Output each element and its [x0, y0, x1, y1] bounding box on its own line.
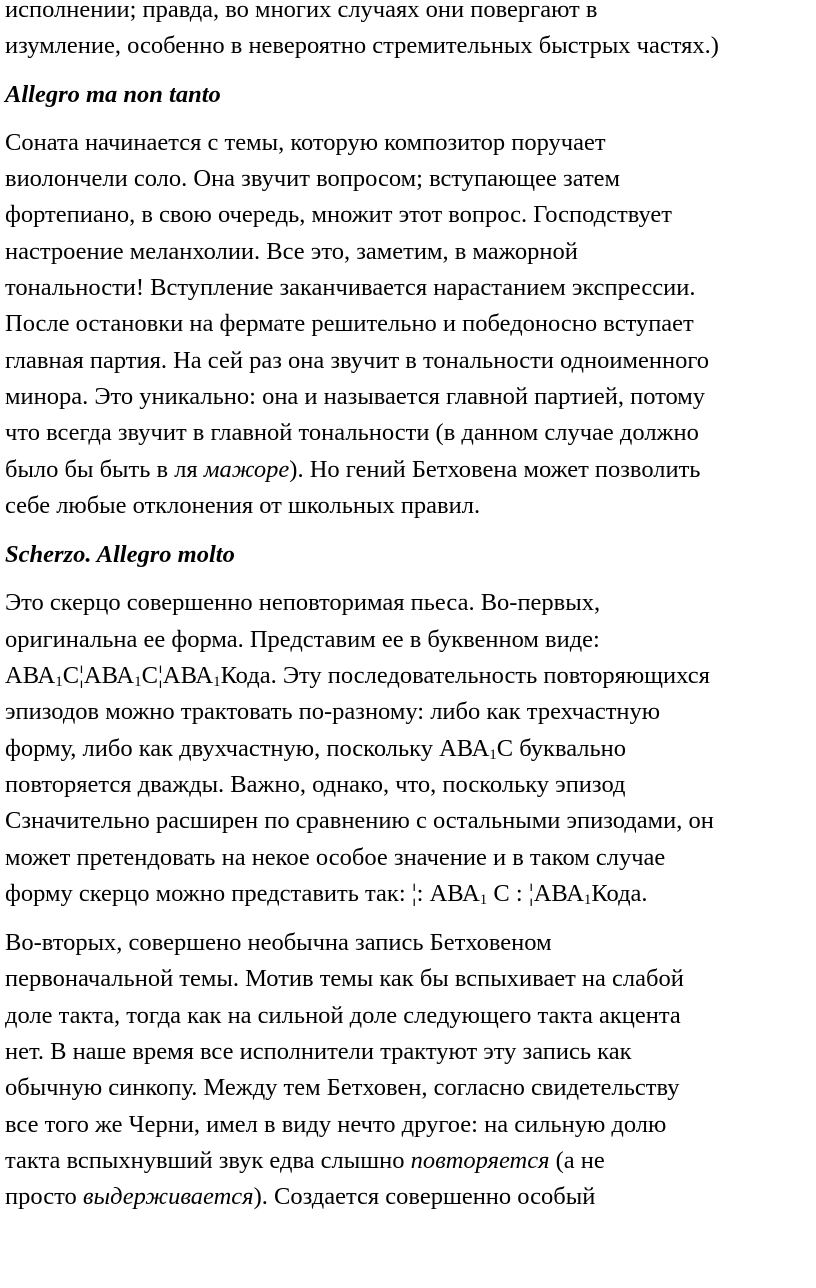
section-heading-scherzo: Scherzo. Allegro molto [5, 541, 235, 569]
text-line: исполнении; правда, во многих случаях они повергают в [5, 0, 598, 23]
form-formula-line [5, 658, 815, 694]
text-segment: просто [5, 1183, 83, 1211]
subscript: 1 [134, 674, 142, 691]
scherzo-paragraph-2 [5, 925, 815, 1215]
text-line: настроение меланхолии. Все это, заметим, в мажорной [5, 237, 578, 265]
text-line: фортепиано, в свою очередь, множит этот вопрос. Господствует [5, 201, 672, 229]
italic-term: повторяется [410, 1146, 550, 1174]
text-segment: Кода. [591, 879, 648, 907]
text-segment: С буквально [496, 734, 627, 762]
text-line: виолончели соло. Она звучит вопросом; вступающее затем [5, 165, 621, 193]
text-segment: Кода. Эту последовательность повторяющихся [220, 662, 710, 690]
text-line: что всегда звучит в главной тональности (в данном случае должно [5, 419, 699, 447]
text-line: тональности! Вступление заканчивается нарастанием экспрессии. [5, 274, 696, 302]
subscript: 1 [213, 674, 221, 691]
subscript: 1 [55, 674, 63, 691]
subscript: 1 [479, 891, 488, 908]
text-line: повторяется дважды. Важно, однако, что, поскольку эпизод [5, 770, 626, 798]
text-line: Во-вторых, совершено необычна запись Бетховеном [5, 929, 552, 957]
text-line [5, 452, 815, 488]
text-line [5, 1179, 815, 1215]
section-heading-allegro: Allegro ma non tanto [5, 80, 221, 108]
text-segment: С¦АВА [141, 662, 214, 690]
text-segment: было бы быть в ля [5, 455, 204, 483]
text-line: Сзначительно расширен по сравнению с остальными эпизодами, он [5, 807, 714, 835]
text-line: Соната начинается с темы, которую композитор поручает [5, 128, 606, 156]
text-line: нет. В наше время все исполнители трактуют эту запись как [5, 1038, 632, 1066]
subscript: 1 [583, 891, 592, 908]
text-segment: (а не [549, 1146, 605, 1174]
subscript: 1 [489, 746, 497, 763]
form-formula-line [5, 876, 815, 912]
text-segment: АВА [5, 662, 56, 690]
text-line: изумление, особенно в невероятно стремительных быстрых частях.) [5, 32, 719, 60]
text-line: Это скерцо совершенно неповторимая пьеса. Во-первых, [5, 589, 601, 617]
text-line: эпизодов можно трактовать по-разному: либо как трехчастную [5, 698, 661, 726]
text-line: первоначальной темы. Мотив темы как бы вспыхивает на слабой [5, 965, 684, 993]
text-line: доле такта, тогда как на сильной доле следующего такта акцента [5, 1001, 681, 1029]
italic-term: выдерживается [82, 1183, 254, 1211]
text-segment: ). Создается совершенно особый [253, 1183, 596, 1211]
intro-paragraph [5, 0, 815, 65]
document-page [5, 0, 815, 1216]
text-segment: С¦АВА [62, 662, 135, 690]
text-segment: форму скерцо можно представить так: ¦: АВА [5, 879, 480, 907]
text-line: После остановки на фермате решительно и победоносно вступает [5, 310, 694, 338]
italic-term: мажоре [203, 455, 290, 483]
text-line: все того же Черни, имел в виду нечто другое: на сильную долю [5, 1110, 667, 1138]
text-segment: форму, либо как двухчастную, поскольку АВА [5, 734, 490, 762]
text-segment: такта вспыхнувший звук едва слышно [5, 1146, 411, 1174]
text-segment: ). Но гений Бетховена может позволить [289, 455, 701, 483]
allegro-paragraph [5, 125, 815, 524]
text-line [5, 1143, 815, 1179]
text-segment: С : ¦АВА [487, 879, 584, 907]
text-line [5, 731, 815, 767]
text-line: главная партия. На сей раз она звучит в тональности одноименного [5, 346, 710, 374]
text-line: себе любые отклонения от школьных правил. [5, 491, 481, 519]
text-line: обычную синкопу. Между тем Бетховен, согласно свидетельству [5, 1074, 680, 1102]
text-line: может претендовать на некое особое значение и в таком случае [5, 843, 666, 871]
scherzo-paragraph-1 [5, 585, 815, 912]
text-line: оригинальна ее форма. Представим ее в буквенном виде: [5, 625, 600, 653]
text-line: минора. Это уникально: она и называется главной партией, потому [5, 382, 706, 410]
